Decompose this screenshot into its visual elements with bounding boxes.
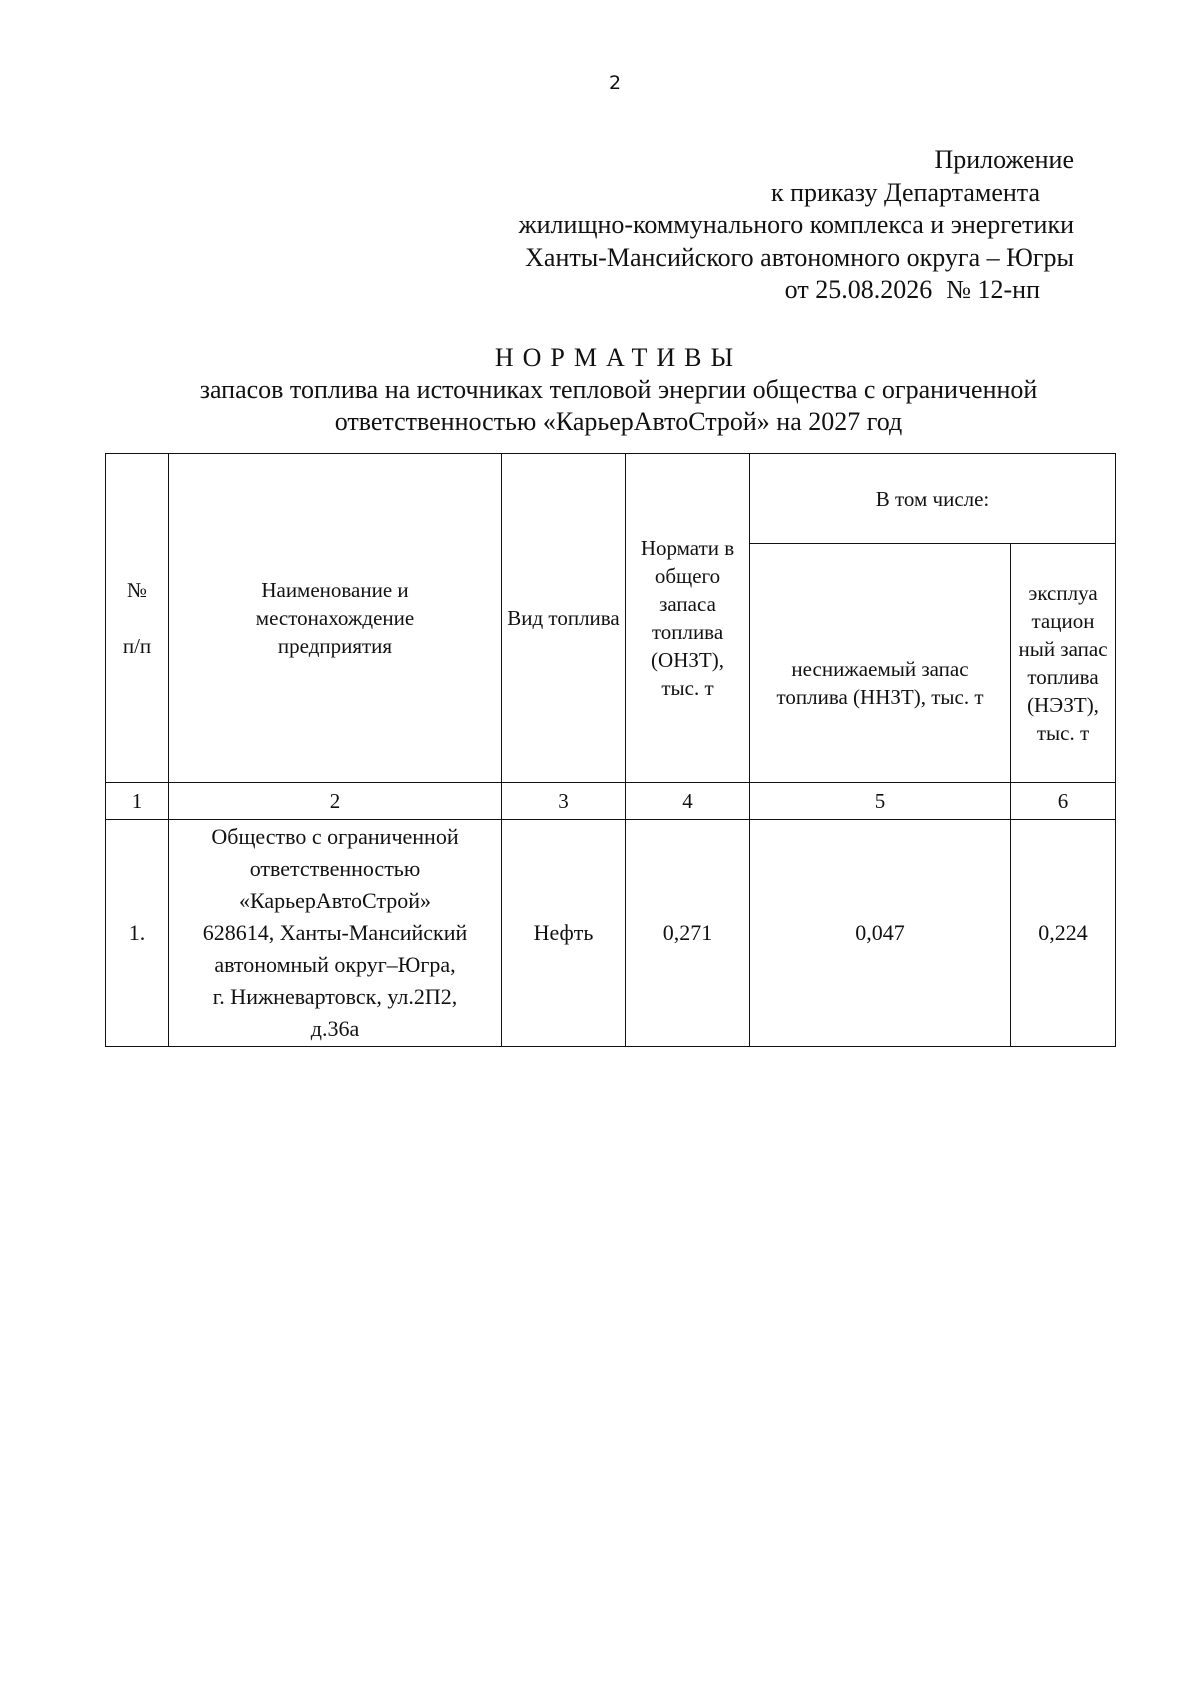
enterprise-line: д.36а	[310, 1016, 360, 1041]
fuel-type-value: Нефть	[502, 820, 626, 1047]
order-number: № 12-нп	[946, 275, 1040, 304]
document-title-block	[100, 342, 1137, 438]
column-number: 1	[106, 783, 169, 820]
header-nnzt: неснижаемый запас топлива (ННЗТ), тыс. т	[750, 544, 1011, 783]
order-date: от 25.08.2026	[784, 275, 933, 304]
column-number: 5	[750, 783, 1011, 820]
appendix-header	[519, 144, 1074, 307]
column-number: 3	[502, 783, 626, 820]
table-row	[106, 820, 1116, 1047]
document-title: НОРМАТИВЫ	[494, 343, 743, 372]
document-subtitle-line2: ответственностью «КарьерАвтоСтрой» на 2027 год	[334, 407, 903, 436]
header-nezt: эксплуа тацион ный запас топлива (НЭЗТ), тыс. т	[1011, 544, 1116, 783]
enterprise-line: 628614, Ханты-Мансийский	[202, 920, 468, 945]
appendix-title: Приложение	[934, 145, 1074, 174]
column-number: 2	[169, 783, 502, 820]
page-number: 2	[608, 72, 622, 94]
column-number: 4	[626, 783, 750, 820]
enterprise-line: автономный округ–Югра,	[214, 952, 456, 977]
row-number: 1.	[106, 820, 169, 1047]
appendix-order-ref: к приказу Департамента	[770, 177, 1040, 207]
header-total-reserve: Нормати в общего запаса топлива (ОНЗТ), тыс. т	[626, 454, 750, 783]
enterprise-line: Общество с ограниченной	[211, 824, 459, 849]
total-reserve-value: 0,271	[626, 820, 750, 1047]
header-including: В том числе:	[750, 454, 1116, 544]
header-number-sign: №	[126, 578, 148, 602]
column-number: 6	[1011, 783, 1116, 820]
appendix-date-number	[519, 274, 1074, 307]
header-enterprise-name: Наименование и местонахождение предприятия	[169, 454, 502, 783]
nezt-value: 0,224	[1011, 820, 1116, 1047]
nnzt-value: 0,047	[750, 820, 1011, 1047]
document-subtitle-line1: запасов топлива на источниках тепловой энергии общества с ограниченной	[199, 375, 1038, 404]
enterprise-line: ответственностью	[249, 856, 421, 881]
appendix-department: жилищно-коммунального комплекса и энергетики	[518, 210, 1074, 239]
enterprise-line: г. Нижневартовск, ул.2П2,	[212, 984, 458, 1009]
enterprise-name-address	[169, 820, 502, 1047]
enterprise-line: «КарьерАвтоСтрой»	[238, 888, 432, 913]
header-number-abbr: п/п	[122, 634, 152, 658]
column-number-row	[106, 783, 1116, 820]
appendix-region: Ханты-Мансийского автономного округа – Югры	[525, 242, 1074, 272]
fuel-norms-table	[105, 453, 1116, 1047]
header-row-number	[106, 454, 169, 783]
header-fuel-type: Вид топлива	[502, 454, 626, 783]
